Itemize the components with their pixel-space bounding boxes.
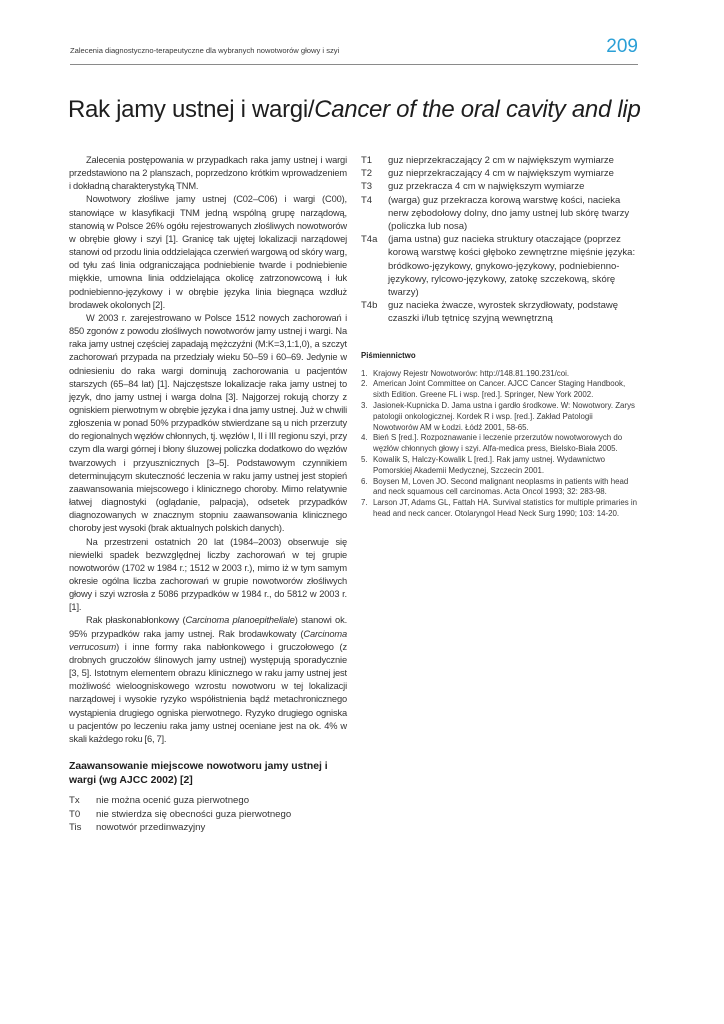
- right-column: [361, 154, 639, 520]
- histology-text-b: ) stanowi ok. 95% przypadków raka jamy ustnej. Rak brodawkowaty (: [69, 615, 347, 639]
- tnm-code: T1: [361, 155, 373, 166]
- tnm-desc: guz przekracza 4 cm w największym wymiarze: [388, 181, 585, 193]
- paragraph-intro: Zalecenia postępowania w przypadkach raka jamy ustnej i wargi przedstawiono na 2 planszach, poprzedzono krótkim wprowadzeniem i dokładną charakterystyką TNM.: [69, 155, 347, 192]
- paragraph-epidemiology: W 2003 r. zarejestrowano w Polsce 1512 nowych zachorowań i 850 zgonów z powodu złośliwych nowotworów jamy ustnej i wargi. Na raka jamy ustnej częściej zapadają mężczyźni (M:K=3,1:1,0), a szczyt zachorowań przypada na przedziały wieku 50–59 i 60–69. Jedynie w odniesieniu do raka wargi dominują zachorowania u pacjentów starszych (65–84 lat) [1]. Najczęstsze lokalizacje raka jamy ustnej to język, dno jamy ustnej i warga dolna [3]. Najgorzej rokują chorzy z ogniskiem pierwotnym w obrębie języka i dna jamy ustnej. Już w chwili zgłoszenia w ponad 50% przypadków stwierdzane są u nich przerzuty do regionalnych węzłów chłonnych, tj. węzłów I, II i III regionu szyi, przy czym dla wargi górnej i błony śluzowej policzka dodatkowo do węzłów twarzowych i przyusznicznych [3–5]. Podstawowym czynnikiem determinującym skuteczność leczenia w raku jamy ustnej jest stopień zaawansowania miejscowego i klinicznego choroby. Mimo relatywnie łatwej diagnostyki (oglądanie, palpacja), odsetek przypadków diagnozowanych w znacznym stopniu zaawansowania klinicznego choroby jest wysoki (brak aktualnych polskich danych).: [69, 312, 347, 534]
- running-header: [70, 36, 638, 65]
- reference-text: American Joint Committee on Cancer. AJCC Cancer Staging Handbook, sixth Edition. Greene FL i wsp. [red.]. Springer, New York 2002.: [373, 379, 626, 400]
- tnm-row: [361, 194, 639, 234]
- tnm-code: T4b: [361, 300, 378, 312]
- tnm-code: T2: [361, 168, 373, 180]
- reference-number: 6.: [361, 476, 368, 486]
- references-heading: Piśmiennictwo: [361, 350, 416, 360]
- page-number: 209: [606, 36, 638, 57]
- tnm-desc: guz nieprzekraczający 2 cm w największym wymiarze: [388, 155, 614, 166]
- tnm-desc: (warga) guz przekracza korową warstwę kości, nacieka nerw zębodołowy dolny, dno jamy ustnej lub skórę twarzy (policzka lub nosa): [388, 194, 630, 233]
- histology-text-c: ) i inne formy raka nabłonkowego i gruczołowego (z drobnych gruczołów ślinowych jamy ustnej) występują sporadycznie [3, 5]. Istotnym elementem obrazu klinicznego w raku jamy ustnej jest możliwość wieloogniskowego wzrostu nowotworu w tej lokalizacji narządowej i wysokie ryzyko współistnienia bądź metachronicznego wystąpienia drugiego ogniska pierwotnego. Ryzyko drugiego ogniska u pacjentów po leczeniu raka jamy ustnej oceniane jest na ok. 4% w skali każdego roku [6, 7].: [69, 641, 347, 744]
- reference-number: 2.: [361, 379, 368, 389]
- histology-text-a: Rak płaskonabłonkowy (: [86, 615, 186, 626]
- paragraph-localization: Nowotwory złośliwe jamy ustnej (C02–C06) i wargi (C00), stanowiące w klasyfikacji TNM jedną wspólną grupę narządową, stanowią w Polsce 26% ogółu rejestrowanych złośliwych nowotworów w obrębie głowy i szyi [1]. Granicę tak ujętej lokalizacji narządowej stanowi od przodu linia oddzielająca czerwień wargową od skóry warg, od tyłu zaś linia odgraniczająca podniebienie twarde i podniebienie miękkie, umowna linia oddzielająca okolicę zatrzonowcową i łuk podniebienno-językowy i w obrębie języka linia biegnąca wzdłuż brodawek okolonych [2].: [69, 194, 347, 310]
- tnm-code: T3: [361, 181, 373, 193]
- histology-term-1: Carcinoma planoepitheliale: [185, 615, 295, 626]
- running-title: Zalecenia diagnostyczno-terapeutyczne dla wybranych nowotworów głowy i szyi: [70, 46, 340, 55]
- reference-text: Bień S [red.]. Rozpoznawanie i leczenie przerzutów nowotworowych do węzłów chłonnych głowy i szyi. Alfa-medica press, Bielsko-Biała 2005.: [373, 433, 623, 454]
- tnm-desc: nie stwierdza się obecności guza pierwotnego: [96, 808, 292, 820]
- reference-item: [361, 498, 639, 520]
- reference-number: 7.: [361, 498, 368, 508]
- tnm-desc: (jama ustna) guz nacieka struktury otaczające (poprzez korową warstwę kości głęboko zewnętrzne mięśnie języka: bródkowo-językowy, gnykowo-językowy, podniebienno-językowy, rylcowo-językowy, zatokę szczekową, skórę twarzy): [388, 234, 636, 299]
- tnm-desc: guz nacieka żwacze, wyrostek skrzydłowaty, podstawę czaszki i/lub tętnicę szyjną wewnętrzną: [388, 300, 619, 325]
- reference-item: [361, 433, 639, 455]
- reference-text: Kowalik S, Halczy-Kowalik L [red.]. Rak jamy ustnej. Wydawnictwo Pomorskiej Akademii Medycznej, Szczecin 2001.: [373, 455, 606, 475]
- references-list: [361, 369, 639, 520]
- tnm-code: T4: [361, 194, 373, 206]
- reference-text: Jasionek-Kupnicka D. Jama ustna i gardło środkowe. W: Nowotwory. Zarys patologii onkologicznej. Kordek R i wsp. [red.]. Zakład Patologii Nowotworów AM w Łodzi. Łódź 2001, 58-65.: [373, 401, 635, 432]
- tnm-row: [361, 299, 639, 325]
- tnm-code: T0: [69, 808, 81, 820]
- tnm-row: [361, 167, 639, 180]
- tnm-code: Tx: [69, 795, 80, 807]
- tnm-row: [361, 233, 639, 299]
- paragraph-histology: [69, 614, 347, 746]
- reference-number: 3.: [361, 401, 368, 411]
- reference-item: [361, 379, 639, 401]
- reference-item: [361, 369, 639, 380]
- reference-number: 5.: [361, 455, 368, 465]
- tnm-row: [69, 808, 347, 822]
- tnm-desc: nie można ocenić guza pierwotnego: [96, 795, 250, 807]
- reference-number: 4.: [361, 433, 368, 443]
- reference-number: 1.: [361, 368, 368, 378]
- tnm-list-right: [361, 154, 639, 326]
- title-english: Cancer of the oral cavity and lip: [314, 96, 641, 123]
- title-polish: Rak jamy ustnej i wargi/: [68, 96, 315, 123]
- tnm-desc: guz nieprzekraczający 4 cm w największym wymiarze: [388, 168, 614, 180]
- section-heading-staging: Zaawansowanie miejscowe nowotworu jamy ustnej i wargi (wg AJCC 2002) [2]: [69, 761, 328, 786]
- reference-item: [361, 455, 639, 477]
- tnm-code: Tis: [69, 822, 82, 834]
- tnm-row: [69, 794, 347, 808]
- reference-text: Larson JT, Adams GL, Fattah HA. Survival statistics for multiple primaries in head and neck cancer. Otolaryngol Head Neck Surg 1990; 103: 14-20.: [373, 498, 637, 518]
- tnm-row: [69, 821, 347, 835]
- tnm-row: [361, 180, 639, 193]
- paragraph-trends: Na przestrzeni ostatnich 20 lat (1984–2003) obserwuje się niewielki spadek bezwzględnej liczby zachorowań w tej grupie nowotworów (1702 w 1984 r.; 1512 w 2003 r.), mimo iż w tym samym okresie ogólna liczba zachorowań w grupie nowotworów złośliwych głowy i szyi wzrosła z 5086 przypadków w 1984 r., do 5812 w 2003 r. [1].: [69, 536, 347, 613]
- tnm-row: [361, 154, 639, 167]
- tnm-list-left: [69, 794, 347, 835]
- page-title: [68, 96, 668, 124]
- reference-text: Boysen M, Loven JO. Second malignant neoplasms in patients with head and neck squamous cell carcinomas. Acta Oncol 1993; 32: 283-98.: [373, 476, 629, 497]
- left-column: [69, 154, 347, 835]
- reference-text: Krajowy Rejestr Nowotworów: http://148.81.190.231/coi.: [373, 368, 570, 378]
- tnm-desc: nowotwór przedinwazyjny: [96, 822, 206, 834]
- histology-term-2: Carcinoma verrucosum: [69, 628, 347, 652]
- reference-item: [361, 477, 639, 499]
- tnm-code: T4a: [361, 234, 378, 246]
- reference-item: [361, 401, 639, 433]
